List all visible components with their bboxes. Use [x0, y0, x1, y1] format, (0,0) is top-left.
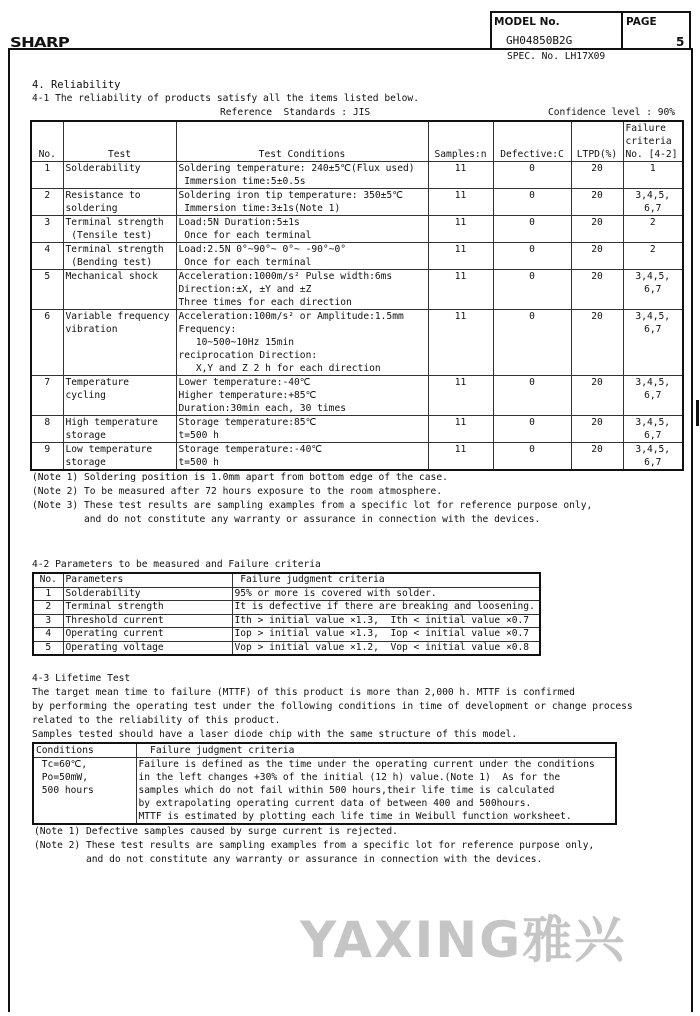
row-failure-criteria: 2 [623, 243, 683, 270]
reference-standards: Reference Standards : JIS [220, 107, 371, 118]
row-failure-criteria: 1 [623, 162, 683, 189]
row-parameter: Terminal strength [63, 601, 232, 615]
row-conditions: Acceleration:100m/s² or Amplitude:1.5mm Frequency: 10~500~10Hz 15min reciprocation Direction: X,Y and Z 2 h for each direction [176, 310, 428, 376]
col-parameters: Parameters [63, 573, 232, 587]
row-test: Solderability [63, 162, 176, 189]
row-no: 3 [31, 216, 63, 243]
col-conditions: Conditions [33, 743, 136, 758]
row-samples: 11 [428, 270, 493, 310]
row-criteria: 95% or more is covered with solder. [232, 587, 540, 601]
note-1: (Note 1) Soldering position is 1.0mm apart from bottom edge of the case. [32, 472, 448, 483]
row-no: 4 [33, 628, 63, 642]
row-failure-criteria: 3,4,5, 6,7 [623, 310, 683, 376]
row-conditions: Load:5N Duration:5±1s Once for each terminal [176, 216, 428, 243]
confidence-level: Confidence level : 90% [548, 107, 676, 118]
col-test: Test [63, 121, 176, 162]
col-defective: Defective:C [493, 121, 571, 162]
model-label: MODEL No. [494, 16, 560, 28]
row-conditions: Soldering iron tip temperature: 350±5℃ Immersion time:3±1s(Note 1) [176, 189, 428, 216]
watermark: YAXING雅兴 [300, 911, 627, 969]
row-no: 8 [31, 416, 63, 443]
lifetime-table [32, 742, 617, 825]
row-samples: 11 [428, 443, 493, 471]
row-samples: 11 [428, 243, 493, 270]
header-divider [621, 11, 623, 50]
row-ltpd: 20 [571, 216, 623, 243]
row-samples: 11 [428, 310, 493, 376]
row-conditions: Lower temperature:-40℃ Higher temperature:+85℃ Duration:30min each, 30 times [176, 376, 428, 416]
conditions-cell: Tc=60℃, Po=50mW, 500 hours [33, 758, 136, 825]
section-4-1 [30, 78, 685, 527]
table-row [33, 587, 540, 601]
note-3: (Note 3) These test results are sampling examples from a specific lot for reference purpose only, and do not constitute any warranty or assurance in connection with the devices. [32, 500, 593, 525]
table-row [31, 416, 683, 443]
row-samples: 11 [428, 189, 493, 216]
table-row [31, 216, 683, 243]
row-ltpd: 20 [571, 443, 623, 471]
section-title: 4. Reliability [32, 79, 121, 91]
row-failure-criteria: 3,4,5, 6,7 [623, 270, 683, 310]
table-header-row [33, 573, 540, 587]
row-ltpd: 20 [571, 243, 623, 270]
row-defective: 0 [493, 216, 571, 243]
spec-number: SPEC. No. LH17X09 [507, 51, 606, 62]
lifetime-note-2: (Note 2) These test results are sampling examples from a specific lot for reference purpose only, and do not constitute any warranty or assurance in connection with the devices. [34, 840, 595, 865]
col-failure-criteria: Failure criteria No. [4-2] [623, 121, 683, 162]
row-defective: 0 [493, 270, 571, 310]
edge-mark [696, 400, 699, 426]
row-defective: 0 [493, 376, 571, 416]
row-defective: 0 [493, 189, 571, 216]
section-intro: 4-1 The reliability of products satisfy all the items listed below. [32, 93, 419, 104]
col-no: No. [31, 121, 63, 162]
row-no: 1 [31, 162, 63, 189]
table-row [31, 270, 683, 310]
row-no: 5 [33, 641, 63, 655]
criteria-cell: Failure is defined as the time under the operating current under the conditions in the left changes +30% of the initial (12 h) value.(Note 1) As for the samples which do not fail within 500 hours,their life time is calculated by extrapolating operating current data of between 400 and 500hours. MTTF is estimated by plotting each life time in Weibull function worksheet. [136, 758, 616, 825]
section-43-title: 4-3 Lifetime Test [32, 673, 131, 684]
row-no: 9 [31, 443, 63, 471]
table-header-row [33, 743, 616, 758]
row-no: 3 [33, 614, 63, 628]
row-test: Variable frequency vibration [63, 310, 176, 376]
row-conditions: Load:2.5N 0°~90°~ 0°~ -90°~0° Once for each terminal [176, 243, 428, 270]
table-row [33, 601, 540, 615]
table-row [31, 162, 683, 189]
row-defective: 0 [493, 243, 571, 270]
row-no: 4 [31, 243, 63, 270]
row-conditions: Soldering temperature: 240±5℃(Flux used) Immersion time:5±0.5s [176, 162, 428, 189]
row-conditions: Acceleration:1000m/s² Pulse width:6ms Direction:±X, ±Y and ±Z Three times for each direction [176, 270, 428, 310]
parameters-table [32, 572, 541, 656]
row-failure-criteria: 3,4,5, 6,7 [623, 443, 683, 471]
table-row [33, 628, 540, 642]
table-row [31, 189, 683, 216]
table-row [31, 310, 683, 376]
row-no: 2 [33, 601, 63, 615]
col-ltpd: LTPD(%) [571, 121, 623, 162]
row-samples: 11 [428, 376, 493, 416]
row-conditions: Storage temperature:85℃ t=500 h [176, 416, 428, 443]
row-conditions: Storage temperature:-40℃ t=500 h [176, 443, 428, 471]
col-criteria: Failure judgment criteria [232, 573, 540, 587]
row-ltpd: 20 [571, 416, 623, 443]
row-test: High temperature storage [63, 416, 176, 443]
row-ltpd: 20 [571, 376, 623, 416]
table-row [31, 243, 683, 270]
row-defective: 0 [493, 416, 571, 443]
row-samples: 11 [428, 216, 493, 243]
row-test: Temperature cycling [63, 376, 176, 416]
row-test: Mechanical shock [63, 270, 176, 310]
row-samples: 11 [428, 416, 493, 443]
row-no: 7 [31, 376, 63, 416]
row-samples: 11 [428, 162, 493, 189]
note-2: (Note 2) To be measured after 72 hours exposure to the room atmosphere. [32, 486, 443, 497]
row-no: 6 [31, 310, 63, 376]
table-row [31, 443, 683, 471]
row-defective: 0 [493, 162, 571, 189]
table-row [31, 376, 683, 416]
row-criteria: Iop > initial value ×1.3, Iop < initial value ×0.7 [232, 628, 540, 642]
table-row [33, 758, 616, 825]
row-ltpd: 20 [571, 189, 623, 216]
col-samples: Samples:n [428, 121, 493, 162]
row-parameter: Operating voltage [63, 641, 232, 655]
page-number: 5 [676, 35, 685, 49]
section-4-2 [30, 558, 685, 656]
row-failure-criteria: 3,4,5, 6,7 [623, 189, 683, 216]
sharp-logo: SHARP [10, 36, 70, 51]
row-ltpd: 20 [571, 162, 623, 189]
row-criteria: It is defective if there are breaking and loosening. [232, 601, 540, 615]
row-failure-criteria: 2 [623, 216, 683, 243]
row-criteria: Vop > initial value ×1.2, Vop < initial value ×0.8 [232, 641, 540, 655]
col-criteria: Failure judgment criteria [136, 743, 616, 758]
table-row [33, 614, 540, 628]
col-conditions: Test Conditions [176, 121, 428, 162]
section-43-body: The target mean time to failure (MTTF) of this product is more than 2,000 h. MTTF is confirmed by performing the operating test under the following conditions in time of development or change process related to the reliability of this product. Samples tested should have a laser diode chip with the same structure of this model. [32, 687, 633, 740]
row-parameter: Operating current [63, 628, 232, 642]
row-no: 1 [33, 587, 63, 601]
row-test: Terminal strength (Bending test) [63, 243, 176, 270]
row-criteria: Ith > initial value ×1.3, Ith < initial value ×0.7 [232, 614, 540, 628]
row-parameter: Solderability [63, 587, 232, 601]
section-4-3 [30, 672, 685, 867]
table-header-row [31, 121, 683, 162]
row-defective: 0 [493, 443, 571, 471]
row-test: Low temperature storage [63, 443, 176, 471]
table-row [33, 641, 540, 655]
reliability-table [30, 120, 684, 471]
col-no: No. [33, 573, 63, 587]
section-42-title: 4-2 Parameters to be measured and Failure criteria [32, 559, 321, 570]
row-test: Resistance to soldering [63, 189, 176, 216]
lifetime-note-1: (Note 1) Defective samples caused by surge current is rejected. [34, 826, 398, 837]
row-no: 5 [31, 270, 63, 310]
row-ltpd: 20 [571, 270, 623, 310]
page-label: PAGE [626, 16, 657, 28]
row-ltpd: 20 [571, 310, 623, 376]
row-defective: 0 [493, 310, 571, 376]
row-test: Terminal strength (Tensile test) [63, 216, 176, 243]
row-parameter: Threshold current [63, 614, 232, 628]
row-failure-criteria: 3,4,5, 6,7 [623, 416, 683, 443]
reference-line [30, 106, 685, 120]
row-failure-criteria: 3,4,5, 6,7 [623, 376, 683, 416]
row-no: 2 [31, 189, 63, 216]
model-value: GH04850B2G [506, 34, 573, 47]
